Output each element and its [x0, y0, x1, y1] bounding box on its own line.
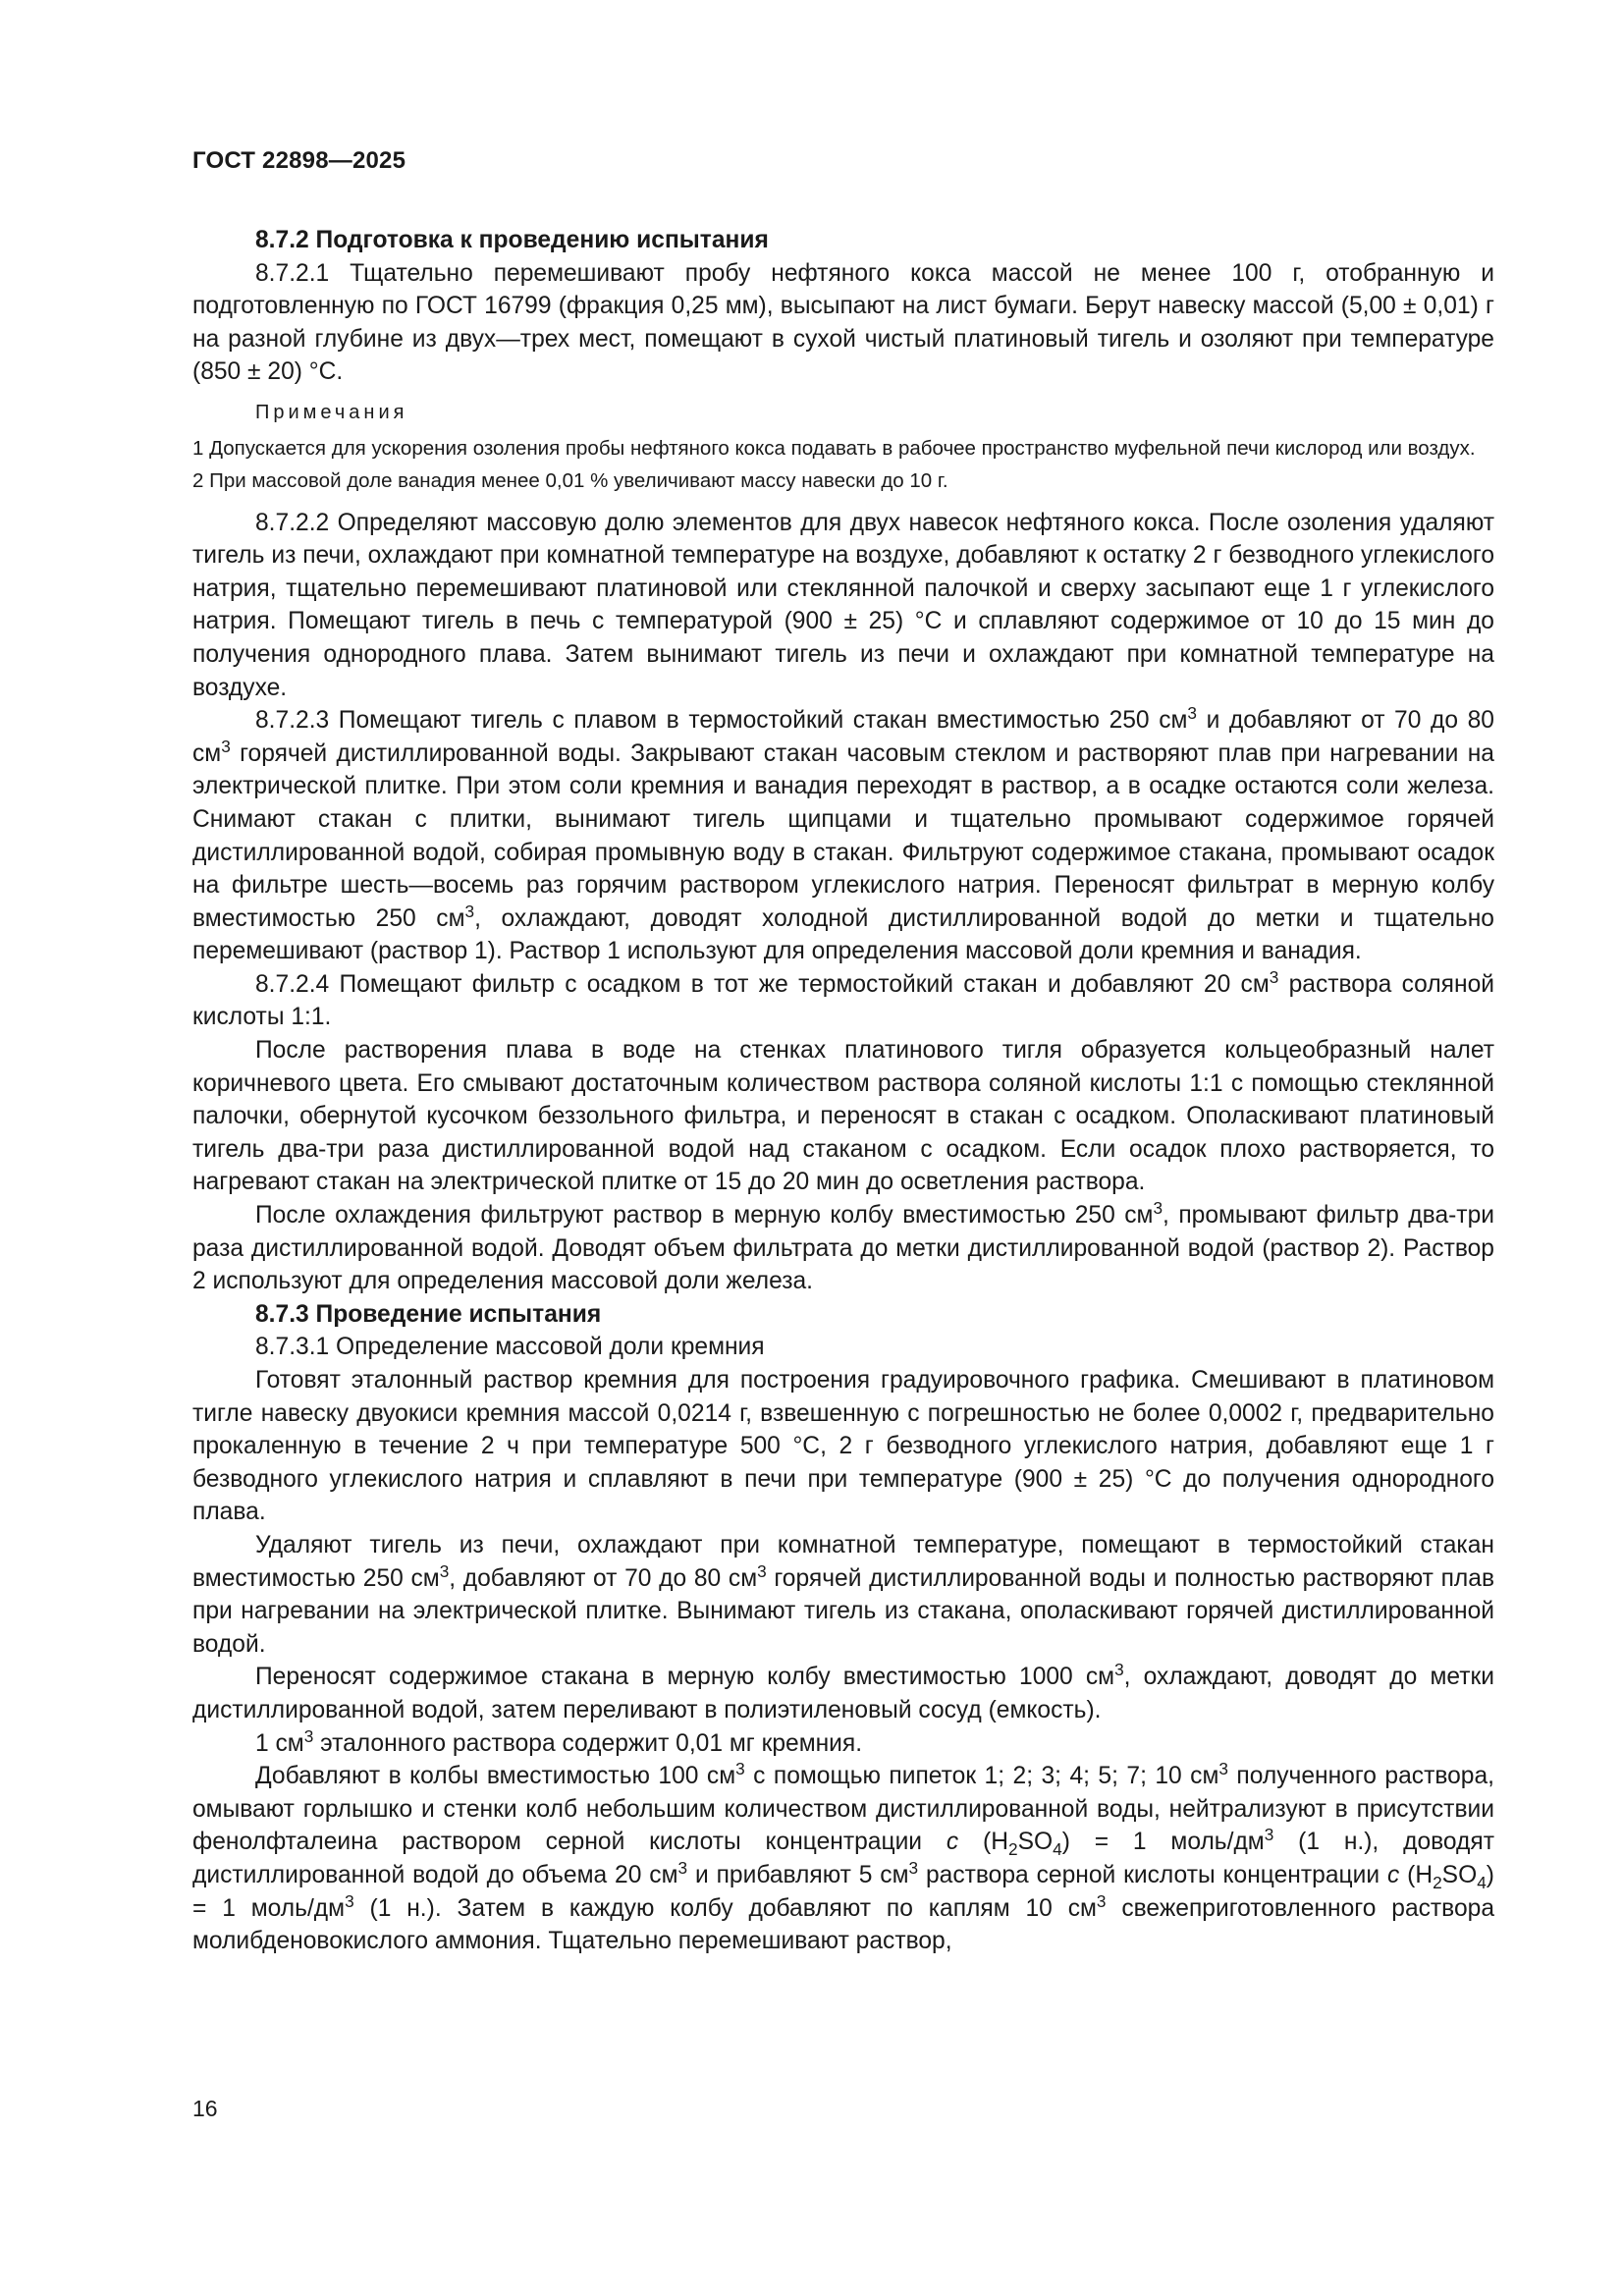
document-body — [192, 224, 1494, 1958]
paragraph: 8.7.2.3 Помещают тигель с плавом в термостойкий стакан вместимостью 250 $см^3$ и добавляют от 70 до 80 $см^3$ горячей дистиллированной воды. Закрывают стакан часовым стеклом и растворяют плав при нагревании на электрической плитке. При этом соли кремния и ванадия переходят в раствор, а в осадке остаются соли железа. Снимают стакан с плитки, вынимают тигель щипцами и тщательно промывают содержимое горячей дистиллированной водой, собирая промывную воду в стакан. Фильтруют содержимое стакана, промывают осадок на фильтре шесть—восемь раз горячим раствором углекислого натрия. Переносят фильтрат в мерную колбу вместимостью 250 $см^3$, охлаждают, доводят холодной дистиллированной водой до метки и тщательно перемешивают (раствор 1). Раствор 1 используют для определения массовой доли кремния и ванадия. — [192, 702, 1494, 965]
paragraph: 8.7.2.4 Помещают фильтр с осадком в тот же термостойкий стакан и добавляют 20 $см^3$ раствора соляной кислоты 1:1. — [192, 966, 1494, 1031]
paragraph: 8.7.2.2 Определяют массовую долю элементов для двух навесок нефтяного кокса. После озоления удаляют тигель из печи, охлаждают при комнатной температуре на воздухе, добавляют к остатку 2 г безводного углекислого натрия, тщательно перемешивают платиновой или стеклянной палочкой и сверху засыпают еще 1 г углекислого натрия. Помещают тигель в печь с температурой (900 ± 25) °С и сплавляют содержимое от 10 до 15 мин до получения однородного плава. Затем вынимают тигель из печи и охлаждают при комнатной температуре на воздухе. — [192, 509, 1494, 701]
section-heading: 8.7.3 Проведение испытания — [255, 1300, 602, 1328]
note-item: 2 При массовой доле ванадия менее 0,01 % увеличивают массу навески до 10 г. — [192, 468, 948, 492]
paragraph: Переносят содержимое стакана в мерную колбу вместимостью 1000 $см^3$, охлаждают, доводят до метки дистиллированной водой, затем переливают в полиэтиленовый сосуд (емкость). — [192, 1660, 1494, 1723]
paragraph: Удаляют тигель из печи, охлаждают при комнатной температуре, помещают в термостойкий стакан вместимостью 250 $см^3$, добавляют от 70 до 80 $см^3$ горячей дистиллированной воды и полностью растворяют плав при нагревании на электрической плитке. Вынимают тигель из стакана, ополаскивают горячей дистиллированной водой. — [192, 1531, 1495, 1658]
subsection-heading: 8.7.3.1 Определение массовой доли кремния — [255, 1334, 765, 1361]
page-number: 16 — [192, 2096, 218, 2121]
paragraph: После охлаждения фильтруют раствор в мерную колбу вместимостью 250 $см^3$, промывают фильтр два-три раза дистиллированной водой. Доводят объем фильтрата до метки дистиллированной водой (раствор 2). Раствор 2 используют для определения массовой доли железа. — [192, 1197, 1494, 1295]
paragraph: Готовят эталонный раствор кремния для построения градуировочного графика. Смешивают в платиновом тигле навеску двуокиси кремния массой 0,0214 г, взвешенную с погрешностью не более 0,0002 г, предварительно прокаленную в течение 2 ч при температуре 500 °С, 2 г безводного углекислого натрия, добавляют еще 1 г безводного углекислого натрия и сплавляют в печи при температуре (900 ± 25) °С до получения однородного плава. — [192, 1367, 1494, 1526]
paragraph: После растворения плава в воде на стенках платинового тигля образуется кольцеобразный налет коричневого цвета. Его смывают достаточным количеством раствора соляной кислоты 1:1 с помощью стеклянной палочки, обернутой кусочком беззольного фильтра, и переносят в стакан с осадком. Ополаскивают платиновый тигель два-три раза дистиллированной водой над стаканом с осадком. Если осадок плохо растворяется, то нагревают стакан на электрической плитке от 15 до 20 мин до осветления раствора. — [192, 1037, 1494, 1196]
note-item: 1 Допускается для ускорения озоления пробы нефтяного кокса подавать в рабочее пространство муфельной печи кислород или воздух. — [192, 436, 1476, 460]
paragraph: Добавляют в колбы вместимостью 100 $см^3$ с помощью пипеток 1; 2; 3; 4; 5; 7; 10 $см^3$ полученного раствора, омывают горлышко и стенки колб небольшим количеством дистиллированной воды, нейтрализуют в присутствии фенолфталеина раствором серной кислоты концентрации c $(H_2SO_4) = 1$ моль/$дм^3$ (1 н.), доводят дистиллированной водой до объема 20 $см^3$ и прибавляют 5 $см^3$ раствора серной кислоты концентрации c $(H_2SO_4) = 1$ моль/$дм^3$ (1 н.). Затем в каждую колбу добавляют по каплям 10 $см^3$ свежеприготовленного раствора молибденовокислого аммония. Тщательно перемешивают раствор, — [192, 1758, 1495, 1955]
paragraph: 1 $см^3$ эталонного раствора содержит 0,01 мг кремния. — [255, 1725, 863, 1757]
notes-heading: Примечания — [255, 401, 408, 423]
section-heading: 8.7.2 Подготовка к проведению испытания — [255, 227, 769, 253]
paragraph: 8.7.2.1 Тщательно перемешивают пробу нефтяного кокса массой не менее 100 г, отобранную и подготовленную по ГОСТ 16799 (фракция 0,25 мм), высыпают на лист бумаги. Берут навеску массой (5,00 ± 0,01) г на разной глубине из двух—трех мест, помещают в сухой чистый платиновый тигель и озоляют при температуре (850 ± 20) °С. — [192, 259, 1494, 386]
document-code-header: ГОСТ 22898—2025 — [192, 147, 406, 174]
